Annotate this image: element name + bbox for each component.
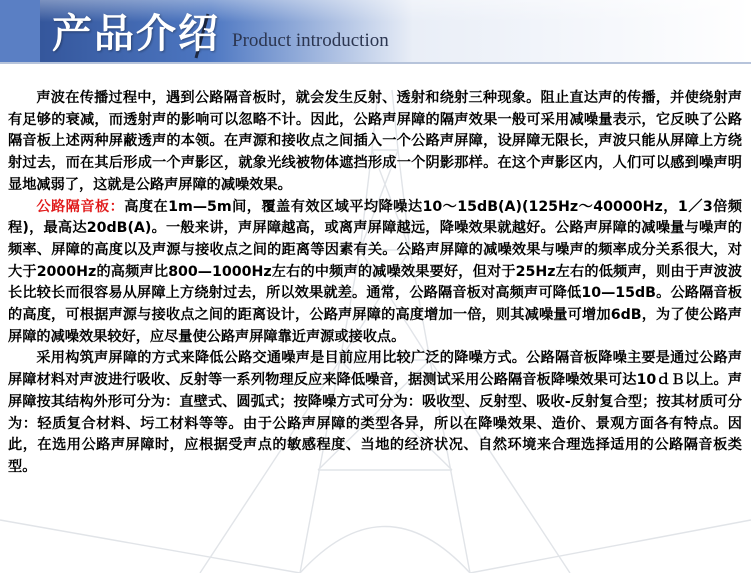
- paragraph-intro: 声波在传播过程中，遇到公路隔音板时，就会发生反射、透射和绕射三种现象。阻止直达声的传播，并使绕射声有足够的衰减，而透射声的影响可以忽略不计。因此，公路声屏障的隔声效果一般可采用减噪量表示，它反映了公路隔音板上述两种屏蔽透声的本领。在声源和接收点之间插入一个公路声屏障，设屏障无限长，声波只能从屏障上方绕射过去，而在其后形成一个声影区，就象光线被物体遮挡形成一个阴影那样。在这个声影区内，人们可以感到噪声明显地减弱了，这就是公路声屏障的减噪效果。: [8, 90, 742, 193]
- highlight-label: 公路隔音板：: [36, 198, 125, 215]
- section-header: [0, 0, 751, 72]
- page-subtitle: Product introduction: [232, 30, 389, 51]
- page-title: 产品介绍: [52, 11, 220, 57]
- article-body: [8, 88, 742, 479]
- paragraph-specs: [8, 197, 742, 349]
- paragraph-types: 采用构筑声屏障的方式来降低公路交通噪声是目前应用比较广泛的降噪方式。公路隔音板降噪主要是通过公路声屏障材料对声波进行吸收、反射等一系列物理反应来降低噪音，据测试采用公路隔音板降噪效果可达10ｄＢ以上。声屏障按其结构外形可分为：直壁式、圆弧式；按降噪方式可分为：吸收型、反射型、吸收-反射复合型；按其材质可分为：轻质复合材料、圬工材料等等。由于公路声屏障的类型各异，所以在降噪效果、造价、景观方面各有特点。因此，在选用公路声屏障时，应根据受声点的敏感程度、当地的经济状况、自然环境来合理选择适用的公路隔音板类型。: [8, 350, 742, 475]
- paragraph-specs-text: 高度在1m—5m间，覆盖有效区域平均降噪达10～15dB(A)(125Hz～40000Hz，1／3倍频程)，最高达20dB(A)。一般来讲，声屏障越高，或离声屏障越远，降噪效果就越好。公路声屏障的减噪量与噪声的频率、屏障的高度以及声源与接收点之间的距离等因素有关。公路声屏障的减噪效果与噪声的频率成分关系很大，对大于2000Hz的高频声比800—1000Hz左右的中频声的减噪效果要好，但对于25Hz左右的低频声，则由于声波波长比较长而很容易从屏障上方绕射过去，所以效果就差。通常，公路隔音板对高频声可降低10—15dB。公路隔音板的高度，可根据声源与接收点之间的距离设计，公路声屏障的高度增加一倍，则其减噪量可增加6dB，为了使公路声屏障的减噪效果较好，应尽量使公路声屏障靠近声源或接收点。: [8, 198, 742, 345]
